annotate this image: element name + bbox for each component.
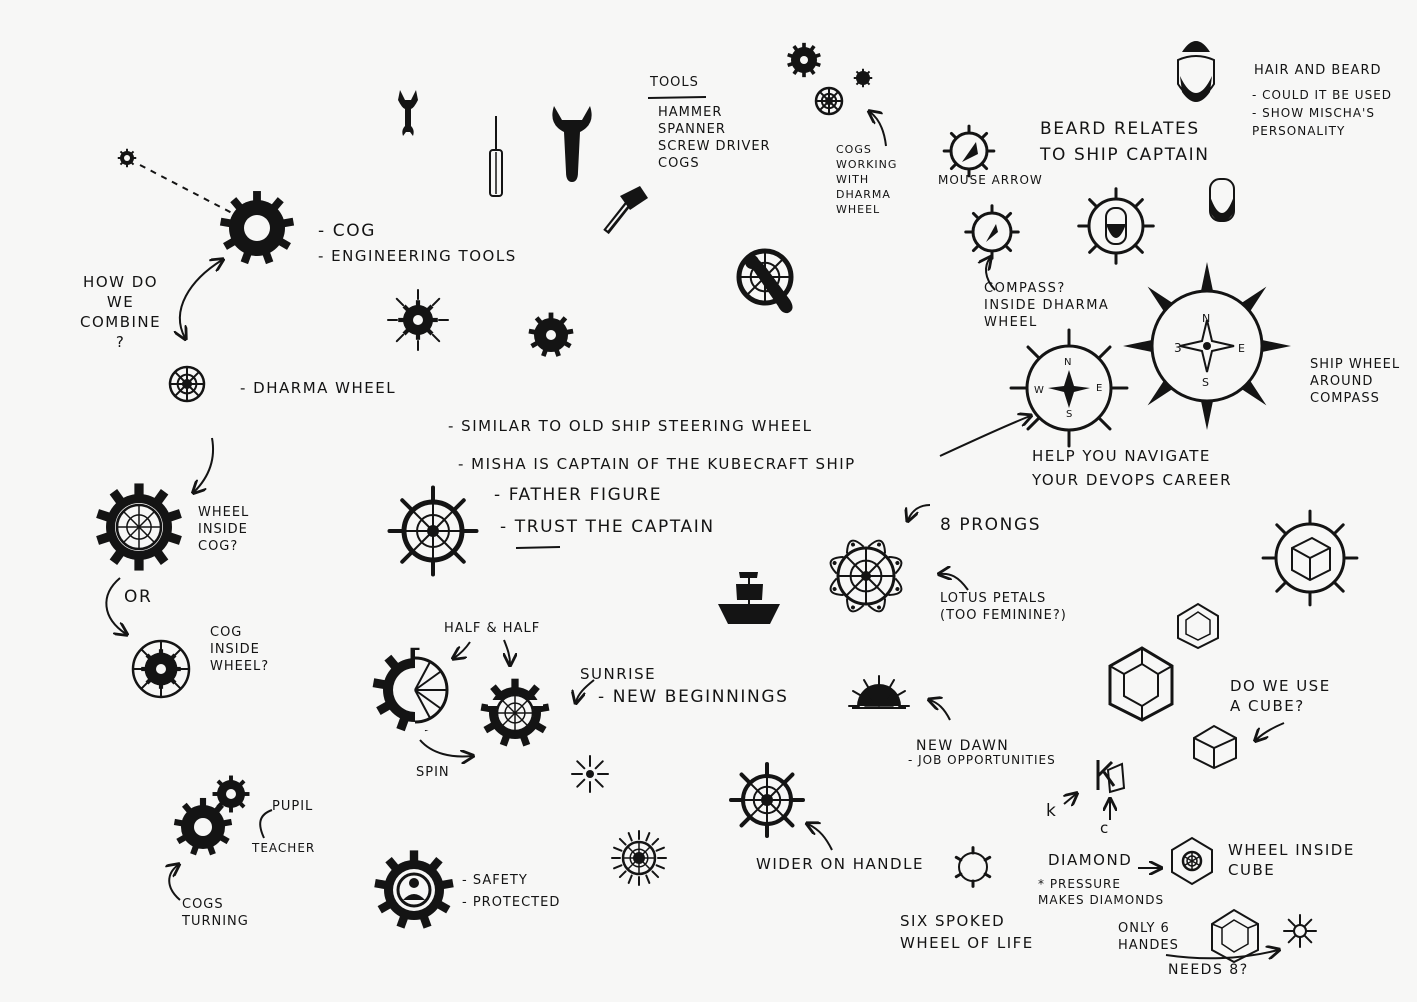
half-arrow-2	[504, 640, 510, 664]
hammer-icon	[606, 186, 648, 232]
compass-label-s: S	[1066, 409, 1074, 420]
compass-label-e: E	[1096, 383, 1104, 394]
screwdriver-icon	[490, 116, 502, 196]
big-compass-label-n: N	[1202, 312, 1212, 325]
big-cog-icon	[220, 191, 294, 264]
note-letter-c: c	[1100, 819, 1110, 837]
wheel-inside-cog-icon	[96, 483, 182, 570]
note-eight-prongs: 8 PRONGS	[940, 515, 1042, 535]
note-do-we-use-cube: DO WE USE A CUBE?	[1230, 677, 1331, 715]
nesw-compass-wheel-icon	[1011, 330, 1127, 446]
cogs-turning-icon	[174, 776, 250, 856]
head-hair-beard-icon	[1178, 41, 1214, 102]
pupil-teacher-arrow	[260, 810, 272, 838]
spin-arrow	[420, 740, 472, 756]
note-how-do-we-combine: HOW DO WE COMBINE ?	[80, 273, 162, 351]
note-pressure-diamonds: * PRESSURE MAKES DIAMONDS	[1038, 877, 1165, 907]
down-arrow	[194, 438, 213, 492]
note-only-6-handles: ONLY 6 HANDES	[1118, 921, 1179, 953]
needs-8-arrow	[1166, 950, 1278, 958]
compass-label-n: N	[1064, 357, 1073, 368]
note-safety: - SAFETY	[462, 873, 528, 888]
ship-wheel-compass-icon	[1123, 262, 1291, 430]
lotus-wheel-icon	[827, 537, 904, 614]
note-spin: SPIN	[416, 765, 450, 780]
note-wider-handle: WIDER ON HANDLE	[756, 855, 924, 873]
note-job-opportunities: - JOB OPPORTUNITIES	[908, 753, 1056, 767]
k-arrow	[1064, 794, 1076, 804]
beard-wheel-icon	[1079, 189, 1154, 264]
note-letter-k: k	[1046, 801, 1058, 821]
dashed-connector	[140, 165, 232, 213]
note-similar-ship: - SIMILAR TO OLD SHIP STEERING WHEEL	[448, 417, 813, 435]
note-father-figure: - FATHER FIGURE	[494, 485, 663, 505]
tools-underline	[648, 97, 706, 98]
trust-underline	[516, 547, 560, 548]
cogs-working-arrow	[870, 112, 886, 146]
six-spoked-wheel-icon	[956, 848, 989, 887]
lotus-arrow	[940, 574, 968, 590]
note-protected: - PROTECTED	[462, 895, 561, 910]
note-tools-heading: TOOLS	[650, 75, 699, 90]
sun-icon	[572, 756, 608, 792]
new-dawn-icon	[849, 676, 909, 708]
note-hair-beard: HAIR AND BEARD	[1254, 63, 1382, 78]
note-help-navigate: HELP YOU NAVIGATE YOUR DEVOPS CAREER	[1032, 447, 1233, 489]
cog-inside-wheel-icon	[133, 641, 189, 697]
combine-arrow	[180, 260, 222, 338]
eight-spoke-star-icon	[1284, 915, 1316, 947]
note-beard-relates: BEARD RELATES TO SHIP CAPTAIN	[1040, 119, 1210, 165]
note-engineering-tools: - ENGINEERING TOOLS	[318, 247, 517, 265]
prongs-arrow	[908, 505, 930, 520]
big-compass-label-3: 3	[1174, 341, 1183, 355]
spanner-small-icon	[398, 90, 418, 136]
ship-icon	[718, 572, 780, 624]
note-or: OR	[124, 587, 153, 607]
note-teacher: TEACHER	[252, 841, 316, 855]
new-dawn-arrow	[930, 700, 950, 720]
beard-face-icon	[1210, 179, 1234, 222]
note-six-spoked: SIX SPOKED WHEEL OF LIFE	[900, 912, 1034, 952]
note-misha-captain: - MISHA IS CAPTAIN OF THE KUBECRAFT SHIP	[458, 455, 856, 473]
note-wheel-inside-cog: WHEEL INSIDE COG?	[198, 505, 250, 554]
kc-cube-icon	[1098, 760, 1124, 792]
note-cogs-turning: COGS TURNING	[182, 897, 249, 929]
cube-arrow	[1256, 723, 1284, 740]
note-trust-captain: - TRUST THE CAPTAIN	[500, 517, 715, 537]
compass-wheel-icon	[966, 206, 1018, 258]
cogs-turning-arrow	[169, 865, 180, 900]
cog-cluster-icon	[787, 43, 872, 114]
ship-steering-wheel-icon	[390, 488, 477, 575]
wheel-inside-cube-icon	[1172, 838, 1212, 884]
note-new-dawn: NEW DAWN	[916, 738, 1010, 754]
note-diamond: DIAMOND	[1048, 851, 1133, 869]
note-compass-question: COMPASS? INSIDE DHARMA WHEEL	[984, 281, 1110, 330]
wheel-inside-cube-large-icon	[1212, 910, 1258, 962]
cube-wheel-icon	[1263, 511, 1357, 605]
note-lotus-petals: LOTUS PETALS (TOO FEMININE?)	[940, 591, 1067, 623]
note-pupil: PUPIL	[272, 799, 314, 814]
sun-wheel-icon	[612, 831, 666, 885]
sun-cog-icon	[388, 290, 448, 350]
big-compass-label-s: S	[1202, 376, 1210, 389]
sunrise-cog-icon	[481, 679, 550, 747]
solid-cube-icon	[1194, 726, 1236, 768]
compass-label-w: W	[1034, 385, 1045, 396]
note-hair-beard-points: - COULD IT BE USED - SHOW MISCHA'S PERSONALITY	[1252, 88, 1393, 138]
note-dharma-wheel: - DHARMA WHEEL	[240, 379, 397, 397]
wireframe-cube-small-icon	[1178, 604, 1218, 648]
note-tools-list: HAMMER SPANNER SCREW DRIVER COGS	[658, 105, 771, 171]
spanner-large-icon	[552, 106, 591, 182]
dharma-wheel-icon	[170, 367, 204, 401]
note-wheel-inside-cube: WHEEL INSIDE CUBE	[1228, 841, 1355, 879]
note-ship-wheel-compass: SHIP WHEEL AROUND COMPASS	[1310, 357, 1401, 406]
note-new-beginnings: - NEW BEGINNINGS	[598, 687, 789, 707]
wider-handle-wheel-icon	[731, 764, 803, 836]
note-cog-inside-wheel: COG INSIDE WHEEL?	[210, 625, 270, 674]
note-cog: - COG	[318, 221, 376, 241]
mouse-arrow-wheel-icon	[944, 126, 994, 176]
note-sunrise: SUNRISE	[580, 665, 657, 683]
wider-arrow	[808, 824, 832, 850]
wheel-spanner-icon	[739, 251, 793, 313]
safety-cog-icon	[374, 850, 453, 928]
note-cogs-working: COGS WORKING WITH DHARMA WHEEL	[836, 143, 898, 216]
note-needs-8: NEEDS 8?	[1168, 962, 1249, 978]
dark-cog-icon	[528, 313, 573, 357]
note-mouse-arrow: MOUSE ARROW	[938, 173, 1043, 187]
small-cog-icon	[118, 149, 136, 167]
big-compass-label-e: E	[1238, 342, 1246, 355]
note-half-half: HALF & HALF	[444, 621, 541, 636]
half-cog-half-wheel-icon	[373, 648, 460, 731]
navigate-arrow	[940, 416, 1030, 456]
wireframe-cube-large-icon	[1110, 648, 1172, 720]
